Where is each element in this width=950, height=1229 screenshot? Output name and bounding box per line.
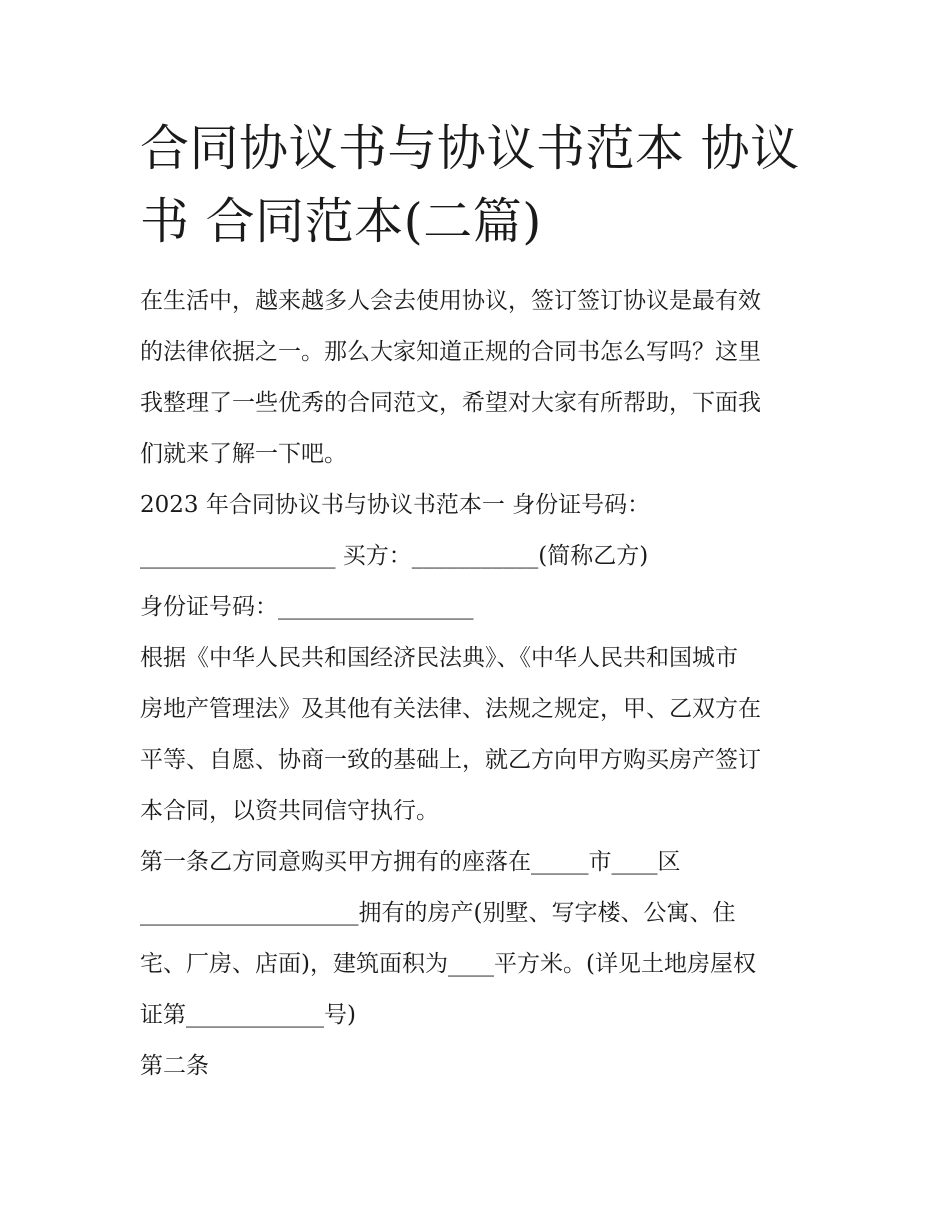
body-line: 房地产管理法》及其他有关法律、法规之规定，甲、乙双方在 bbox=[140, 696, 761, 722]
body-line: 2023 年合同协议书与协议书范本一 身份证号码： bbox=[140, 492, 651, 518]
title-line: 书 合同范本(二篇) bbox=[140, 193, 542, 250]
body-line: 根据《中华人民共和国经济民法典》、《中华人民共和国城市 bbox=[140, 645, 738, 671]
document-title bbox=[140, 112, 830, 258]
body-line: 身份证号码：_________________ bbox=[140, 594, 474, 620]
body-line: 在生活中，越来越多人会去使用协议，签订签订协议是最有效 bbox=[140, 288, 761, 314]
title-line: 合同协议书与协议书范本 协议 bbox=[140, 120, 800, 177]
body-line: 的法律依据之一。那么大家知道正规的合同书怎么写吗？这里 bbox=[140, 339, 761, 365]
body-line: 第一条乙方同意购买甲方拥有的座落在_____市____区 bbox=[140, 849, 681, 875]
body-line: 本合同，以资共同信守执行。 bbox=[140, 798, 439, 824]
body-line: 平等、自愿、协商一致的基础上，就乙方向甲方购买房产签订 bbox=[140, 747, 761, 773]
document-body bbox=[140, 280, 820, 1096]
body-line: 证第____________号) bbox=[140, 1002, 356, 1028]
body-line: ___________________拥有的房产(别墅、写字楼、公寓、住 bbox=[140, 900, 736, 926]
body-line: 宅、厂房、店面)，建筑面积为____平方米。(详见土地房屋权 bbox=[140, 951, 756, 977]
body-line: 我整理了一些优秀的合同范文，希望对大家有所帮助，下面我 bbox=[140, 390, 761, 416]
body-line: 们就来了解一下吧。 bbox=[140, 441, 347, 467]
body-line: _________________ 买方：___________(简称乙方) bbox=[140, 543, 649, 569]
body-line: 第二条 bbox=[140, 1053, 209, 1079]
